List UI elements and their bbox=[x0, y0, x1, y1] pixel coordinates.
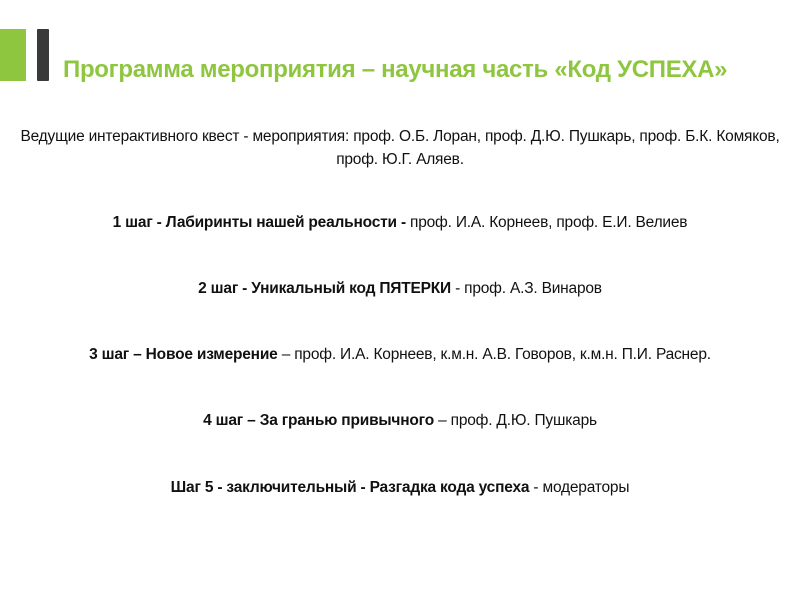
step-5 bbox=[0, 478, 800, 498]
step-3 bbox=[0, 345, 800, 365]
step-5-title: Шаг 5 - заключительный - Разгадка кода успеха bbox=[170, 479, 534, 496]
step-3-title: 3 шаг – Новое измерение bbox=[89, 346, 278, 363]
step-4 bbox=[0, 411, 800, 431]
step-5-speakers: - модераторы bbox=[533, 479, 630, 496]
slide-title: Программа мероприятия – научная часть «Код УСПЕХА» bbox=[63, 56, 728, 83]
step-1-title: 1 шаг - Лабиринты нашей реальности - bbox=[112, 214, 411, 231]
step-2-title: 2 шаг - Уникальный код ПЯТЕРКИ bbox=[198, 280, 456, 297]
step-1-speakers: проф. И.А. Корнеев, проф. Е.И. Велиев bbox=[410, 214, 688, 231]
step-4-speakers: – проф. Д.Ю. Пушкарь bbox=[438, 412, 597, 429]
step-3-speakers: – проф. И.А. Корнеев, к.м.н. А.В. Говоров, к.м.н. П.И. Раснер. bbox=[277, 346, 711, 363]
step-2 bbox=[0, 279, 800, 299]
accent-bar-dark bbox=[37, 29, 49, 81]
accent-bar-green bbox=[0, 29, 26, 81]
step-4-title: 4 шаг – За гранью привычного bbox=[203, 412, 439, 429]
hosts-text: Ведущие интерактивного квест - мероприятия: проф. О.Б. Лоран, проф. Д.Ю. Пушкарь, проф. Б.К. Комяков, проф. Ю.Г. Аляев. bbox=[20, 128, 780, 168]
step-1 bbox=[0, 213, 800, 233]
step-2-speakers: - проф. А.З. Винаров bbox=[455, 280, 602, 297]
